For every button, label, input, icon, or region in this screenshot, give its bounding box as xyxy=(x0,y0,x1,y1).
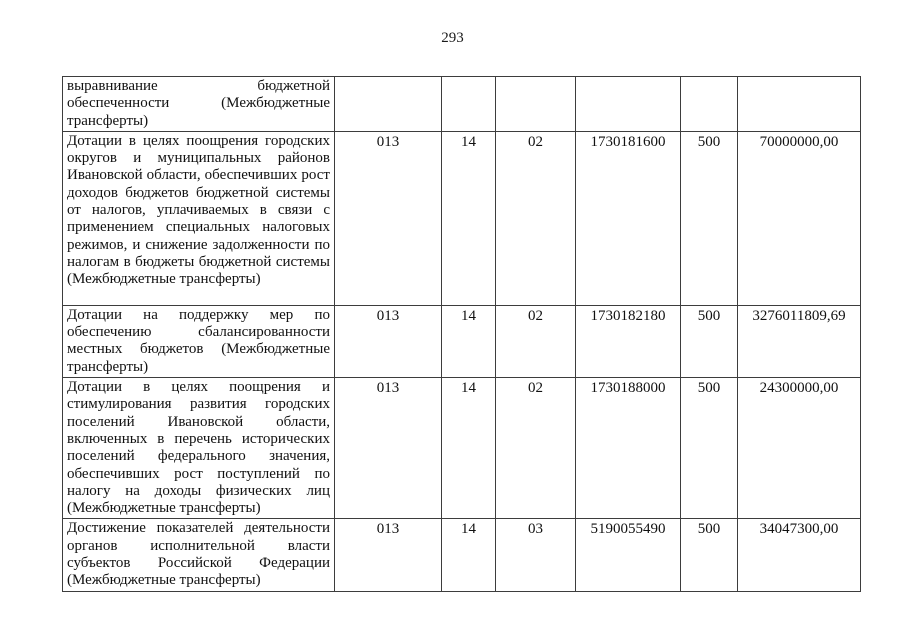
cell-amount: 3276011809,69 xyxy=(738,305,861,377)
cell-section-code: 14 xyxy=(442,519,496,591)
cell-expense-type-code: 500 xyxy=(681,378,738,519)
cell-description: выравнивание бюджетной обеспеченности (Межбюджетные трансферты) xyxy=(63,77,335,132)
table-row xyxy=(63,77,861,132)
cell-section-code: 14 xyxy=(442,305,496,377)
budget-allocations-table xyxy=(62,76,861,592)
cell-expense-type-code: 500 xyxy=(681,131,738,305)
cell-grbs-code: 013 xyxy=(335,378,442,519)
cell-target-article-code: 1730188000 xyxy=(576,378,681,519)
cell-description: Дотации в целях поощрения городских округов и муниципальных районов Ивановской области, обеспечивших рост доходов бюджетов бюджетной системы от налогов, уплачиваемых в связи с применением специальных налоговых режимов, и снижение задолженности по налогам в бюджеты бюджетной системы (Межбюджетные трансферты) xyxy=(63,131,335,305)
cell-subsection-code: 03 xyxy=(496,519,576,591)
cell-description: Дотации в целях поощрения и стимулирования развития городских поселений Ивановской области, включенных в перечень исторических поселений федерального значения, обеспечивших рост поступлений по налогу на доходы физических лиц (Межбюджетные трансферты) xyxy=(63,378,335,519)
cell-section-code: 14 xyxy=(442,131,496,305)
cell-target-article-code: 1730182180 xyxy=(576,305,681,377)
cell-target-article-code: 1730181600 xyxy=(576,131,681,305)
cell-grbs-code: 013 xyxy=(335,131,442,305)
cell-grbs-code: 013 xyxy=(335,305,442,377)
cell-subsection-code: 02 xyxy=(496,305,576,377)
cell-amount: 70000000,00 xyxy=(738,131,861,305)
cell-subsection-code xyxy=(496,77,576,132)
cell-section-code xyxy=(442,77,496,132)
table-row xyxy=(63,131,861,305)
cell-amount xyxy=(738,77,861,132)
cell-description: Достижение показателей деятельности органов исполнительной власти субъектов Российской Федерации (Межбюджетные трансферты) xyxy=(63,519,335,591)
cell-target-article-code xyxy=(576,77,681,132)
cell-subsection-code: 02 xyxy=(496,131,576,305)
cell-subsection-code: 02 xyxy=(496,378,576,519)
cell-target-article-code: 5190055490 xyxy=(576,519,681,591)
cell-expense-type-code: 500 xyxy=(681,305,738,377)
table-row xyxy=(63,519,861,591)
cell-grbs-code: 013 xyxy=(335,519,442,591)
table-row xyxy=(63,305,861,377)
page-number: 293 xyxy=(441,30,464,46)
cell-section-code: 14 xyxy=(442,378,496,519)
cell-description: Дотации на поддержку мер по обеспечению сбалансированности местных бюджетов (Межбюджетные трансферты) xyxy=(63,305,335,377)
cell-expense-type-code xyxy=(681,77,738,132)
table-row xyxy=(63,378,861,519)
cell-amount: 34047300,00 xyxy=(738,519,861,591)
cell-amount: 24300000,00 xyxy=(738,378,861,519)
cell-grbs-code xyxy=(335,77,442,132)
cell-expense-type-code: 500 xyxy=(681,519,738,591)
